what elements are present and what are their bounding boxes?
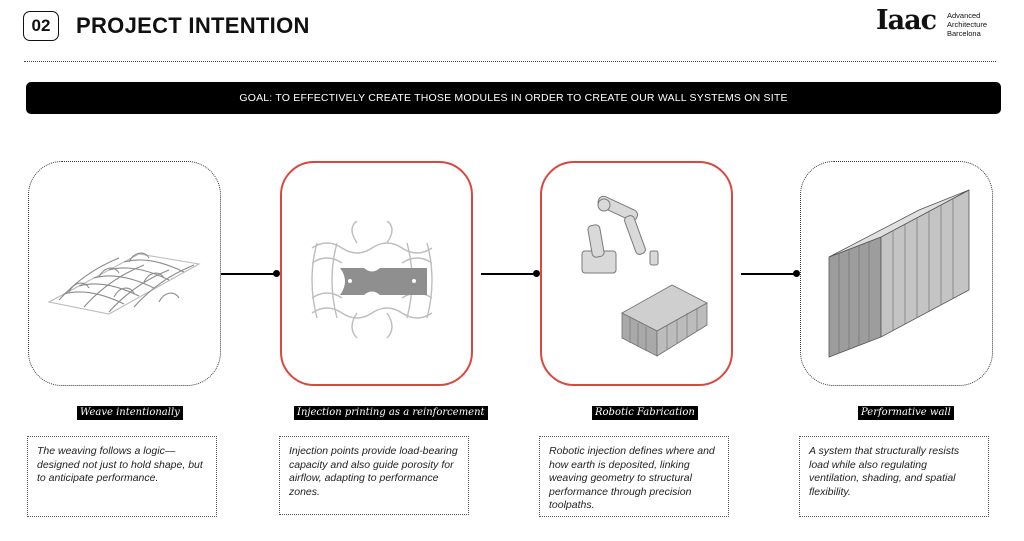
description-injection-text: Injection points provide load-bearing capacity and also guide porosity for airflow, adapting to performance zones. [289,445,458,498]
description-weave-text: The weaving follows a logic—designed not just to hold shape, but to anticipate performance. [37,445,203,484]
step-card-robotic [540,161,733,386]
description-injection [279,436,469,515]
caption-wall: Performative wall [858,406,954,420]
step-card-weave [28,161,221,386]
connector-node-1 [273,270,280,277]
step-card-wall [800,161,993,386]
robot-arm-illustration [542,163,730,383]
connector-node-3 [793,270,800,277]
injection-pattern-illustration [282,163,470,383]
logo-line-1: Advanced [947,11,981,20]
description-robotic [539,436,729,517]
header-divider [24,61,996,62]
caption-robotic: Robotic Fabrication [592,406,698,420]
wall-illustration [801,162,991,382]
page-title: PROJECT INTENTION [76,13,310,38]
description-wall-text: A system that structurally resists load while also regulating ventilation, shading, and spatial flexibility. [809,445,960,498]
caption-weave: Weave intentionally [77,406,183,420]
goal-banner [26,82,1001,114]
logo-line-3: Barcelona [947,29,981,38]
description-weave [27,436,217,517]
section-number: 02 [31,16,51,35]
caption-injection: Injection printing as a reinforcement [294,406,488,420]
connector-1 [221,273,279,275]
step-card-injection [280,161,473,386]
description-wall [799,436,989,517]
connector-3 [741,273,799,275]
iaac-logo: Iaac [876,5,937,36]
connector-node-2 [533,270,540,277]
section-number-badge [23,11,59,41]
goal-text: GOAL: TO EFFECTIVELY CREATE THOSE MODULES IN ORDER TO CREATE OUR WALL SYSTEMS ON SITE [239,92,788,104]
logo-line-2: Architecture [947,20,988,29]
connector-2 [481,273,537,275]
woven-mesh-illustration [29,162,219,382]
description-robotic-text: Robotic injection defines where and how earth is deposited, linking weaving geometry to structural performance through precision toolpaths. [549,445,715,511]
logo-subtitle [947,11,987,38]
